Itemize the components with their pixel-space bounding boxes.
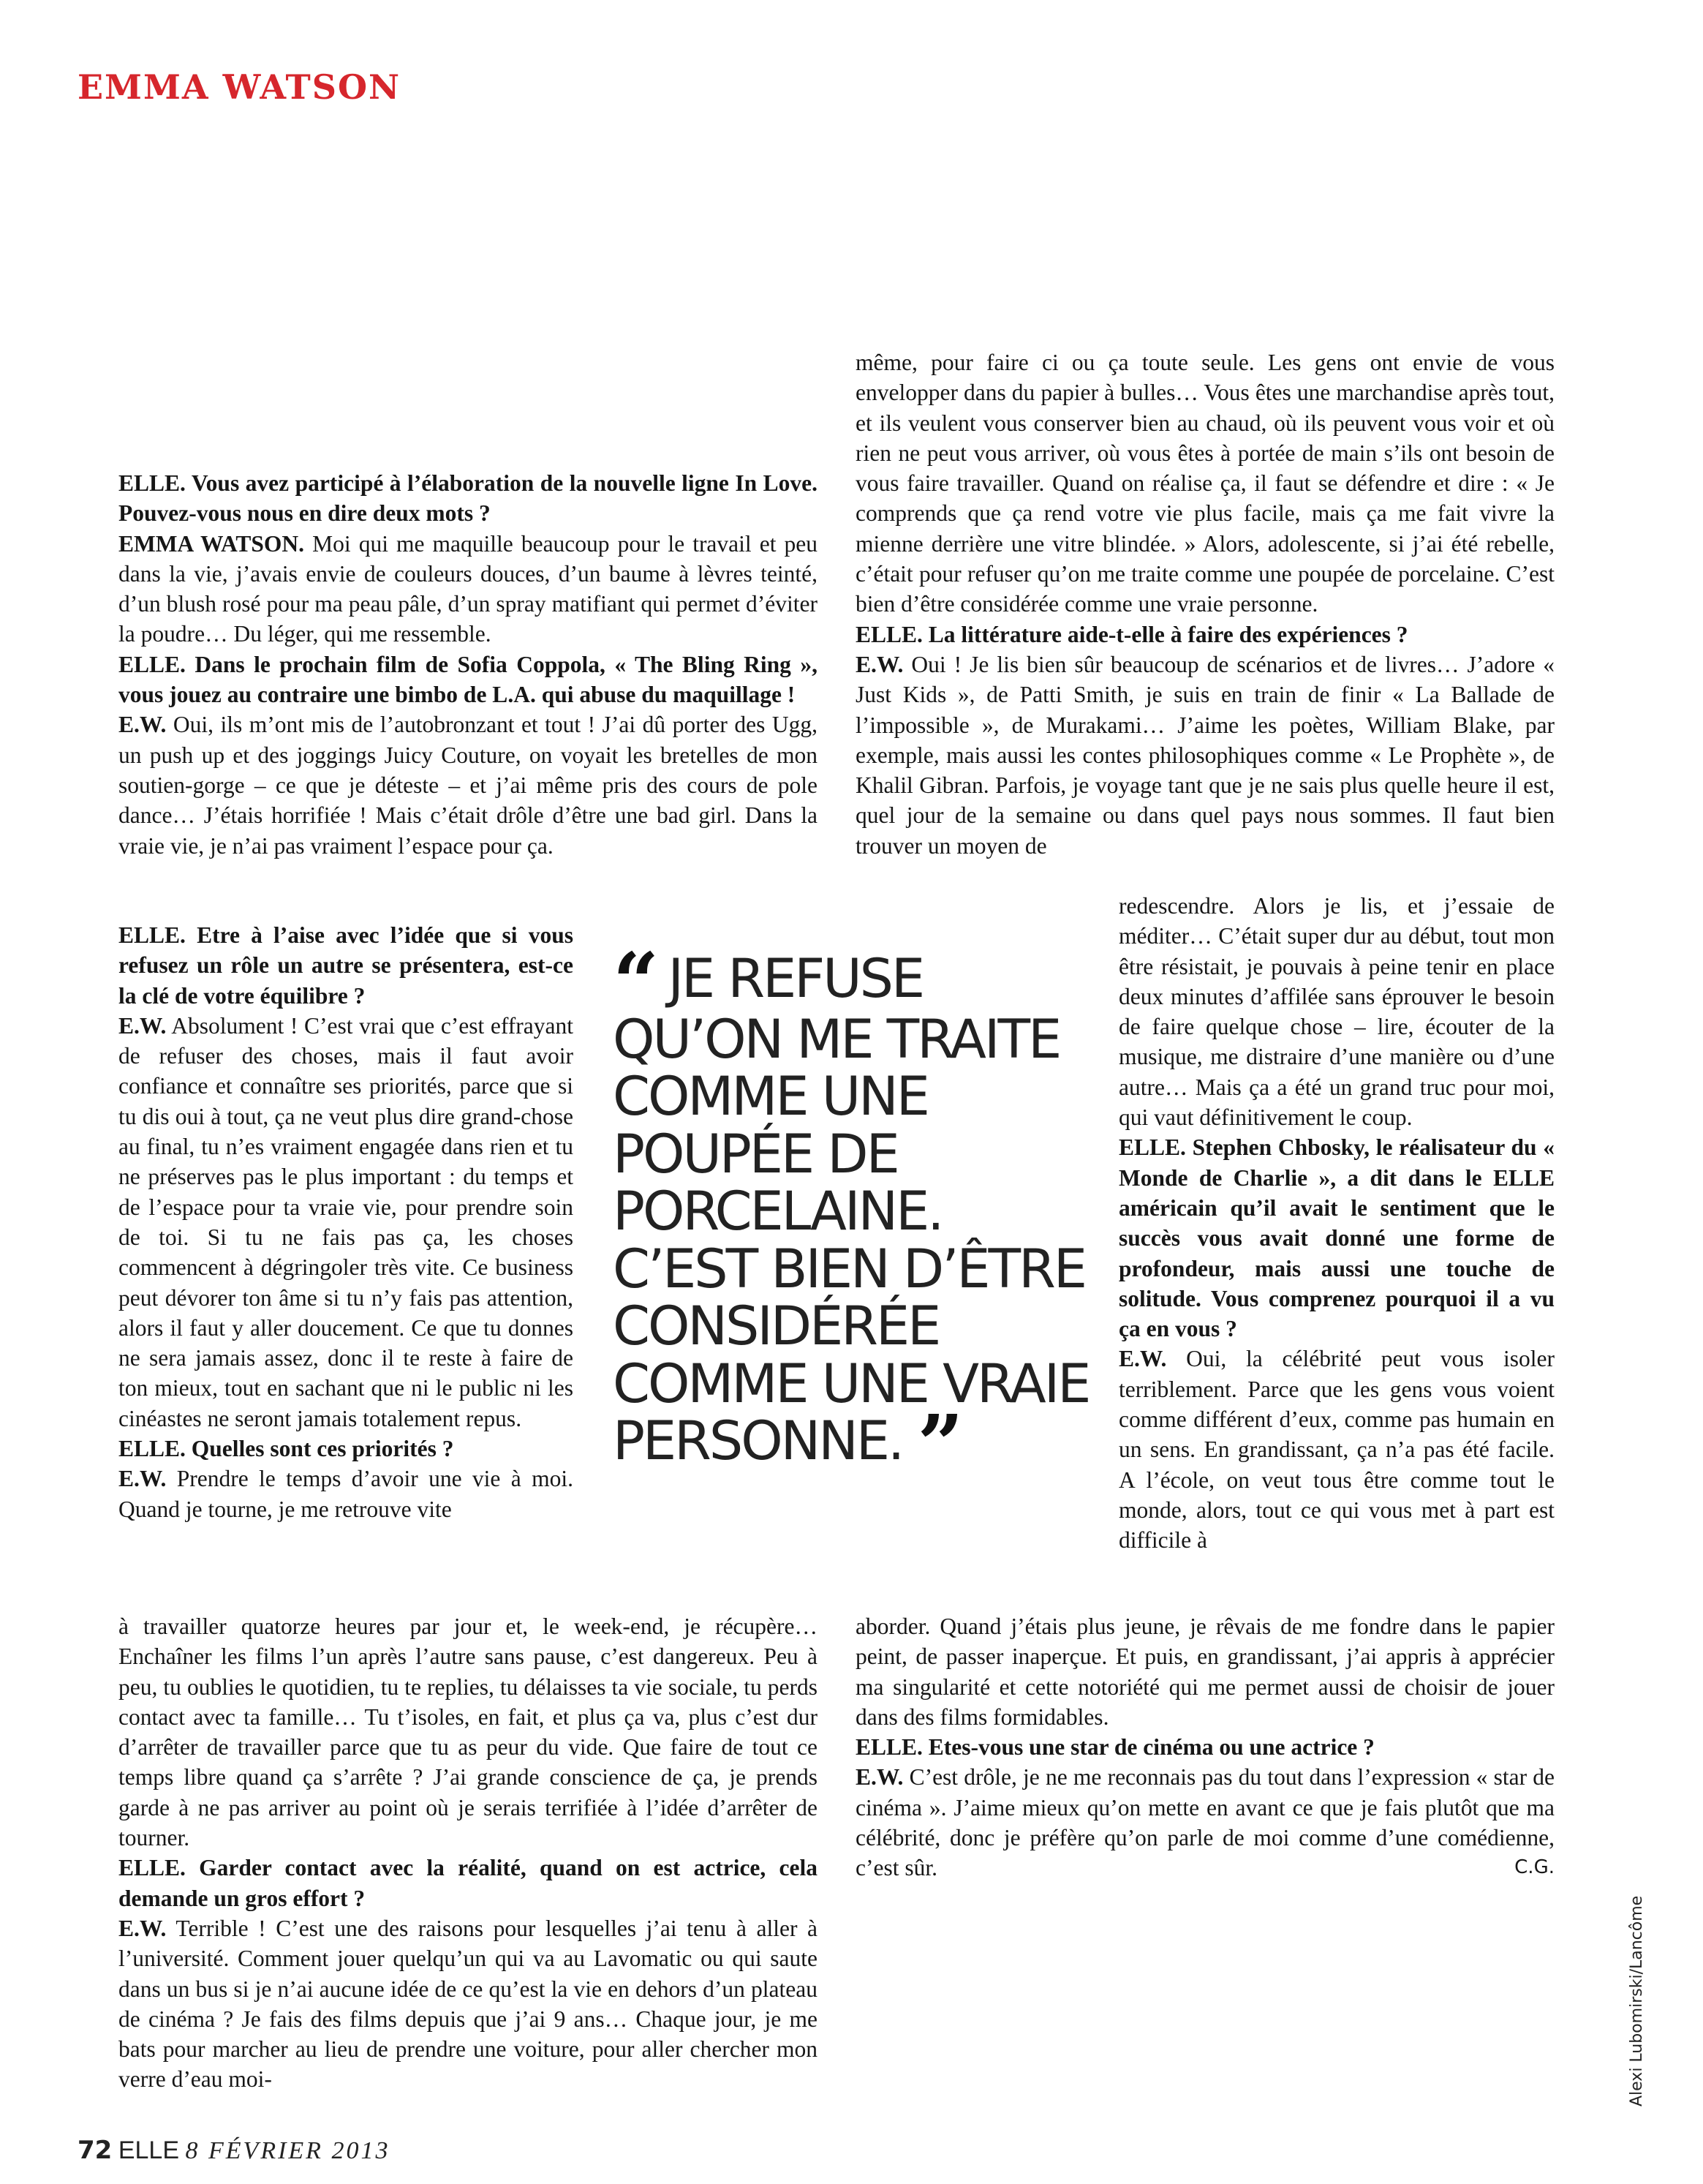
answer-paragraph (118, 529, 817, 649)
speaker-label: EMMA WATSON. (118, 530, 305, 557)
signature: C.G. (1514, 1856, 1555, 1878)
answer-paragraph (856, 347, 1555, 620)
answer-text: Oui ! Je lis bien sûr beaucoup de scénarios et de livres… J’adore « Just Kids », de Patti Smith, je suis en train de finir « La Ballade de l’impossible », de Murakami… J’aime les poètes, William Blake, par exemple, mais aussi les contes philosophiques comme « Le Prophète », de Khalil Gibran. Parfois, je voyage tant que je ne sais plus quelle heure il est, quel jour de la semaine ou dans quel pays nous sommes. Il faut bien trouver un moyen de (856, 651, 1555, 859)
question-paragraph (118, 920, 573, 1011)
column-1-bottom (118, 1611, 817, 2095)
column-2-middle (1119, 891, 1555, 1556)
question-paragraph (856, 620, 1555, 649)
close-quote-mark: ” (917, 1397, 958, 1491)
issue-date: 8 FÉVRIER 2013 (185, 2137, 390, 2164)
answer-text: Prendre le temps d’avoir une vie à moi. Quand je tourne, je me retrouve vite (118, 1466, 573, 1522)
speaker-label: E.W. (856, 1764, 904, 1790)
question-text: ELLE. La littérature aide-t-elle à faire des expériences ? (856, 621, 1408, 647)
answer-text: Moi qui me maquille beaucoup pour le travail et peu dans la vie, j’avais envie de couleurs douces, d’un baume à lèvres teinté, d’un blush rosé pour ma peau pâle, d’un spray matifiant qui permet d’éviter la poudre… Du léger, qui me ressemble. (118, 530, 817, 647)
question-text: ELLE. Garder contact avec la réalité, quand on est actrice, cela demande un gros effort ? (118, 1855, 817, 1911)
answer-paragraph (118, 1913, 817, 2095)
question-paragraph (118, 1434, 573, 1464)
column-2-bottom (856, 1611, 1555, 1883)
answer-text: même, pour faire ci ou ça toute seule. Les gens ont envie de vous envelopper dans du papier à bulles… Vous êtes une marchandise après tout, et ils veulent vous conserver bien au chaud, où ils peuvent vous voir et où rien ne peut vous arriver, où vous êtes à portée de main s’ils ont besoin de vous faire travailler. Quand on réalise ça, il faut se défendre et dire : « Je comprends que ça rend votre vie plus facile, mais ça me fait vivre la mienne derrière une vitre blindée. » Alors, adolescente, si j’ai été rebelle, c’était pour refuser qu’on me traite comme une poupée de porcelaine. C’est bien d’être considérée comme une vraie personne. (856, 350, 1555, 617)
question-paragraph (856, 1732, 1555, 1762)
answer-paragraph (1119, 1344, 1555, 1555)
page-footer (78, 2136, 390, 2165)
question-text: ELLE. Etre à l’aise avec l’idée que si vous refusez un rôle un autre se présentera, est-ce la clé de votre équilibre ? (118, 922, 573, 1009)
answer-paragraph (118, 709, 817, 860)
answer-text: Oui, ils m’ont mis de l’autobronzant et tout ! J’ai dû porter des Ugg, un push up et des joggings Juicy Couture, on voyait les bretelles de mon soutien-gorge – ce que je déteste – et j’ai même pris des cours de pole dance… J’étais horrifiée ! Mais c’était drôle d’être une bad girl. Dans la vraie vie, je n’ai pas vraiment l’espace pour ça. (118, 712, 817, 859)
answer-text: C’est drôle, je ne me reconnais pas du tout dans l’expression « star de cinéma ». J’aime mieux qu’on mette en avant ce que je fais plutôt que ma célébrité, donc je préfère qu’on parle de moi comme d’une comédienne, c’est sûr. (856, 1764, 1555, 1881)
answer-text: aborder. Quand j’étais plus jeune, je rêvais de me fondre dans le papier peint, de passer inaperçue. Et puis, en grandissant, j’ai appris à apprécier ma singularité et cette notoriété qui me permet aussi de choisir de jouer dans des films formidables. (856, 1613, 1555, 1730)
question-paragraph (1119, 1132, 1555, 1344)
answer-text: Oui, la célébrité peut vous isoler terriblement. Parce que les gens vous voient comme différent d’eux, comme pas humain en un sens. En grandissant, ça n’a pas été facile. A l’école, on veut tous être comme tout le monde, alors, tout ce qui vous met à part est difficile à (1119, 1346, 1555, 1554)
pull-quote (613, 935, 1095, 1491)
question-text: ELLE. Quelles sont ces priorités ? (118, 1436, 454, 1462)
column-1-middle (118, 920, 573, 1524)
magazine-name: ELLE (118, 2136, 180, 2164)
photo-credit: Alexi Lubomirski/Lancôme (1628, 1895, 1646, 2106)
answer-text: à travailler quatorze heures par jour et, le week-end, je récupère… Enchaîner les films l’un après l’autre sans pause, c’est dangereux. Peu à peu, tu oublies le quotidien, tu te replies, tu délaisses ta vie sociale, tu perds contact avec ta famille… Tu t’isoles, en fait, et plus ça va, plus c’est dur d’arrêter de travailler parce que tu as peur du vide. Que faire de tout ce temps libre quand ça s’arrête ? J’ai grande conscience de ça, je prends garde à ne pas arriver au point où je serais terrifiée à l’idée d’arrêter de tourner. (118, 1613, 817, 1851)
open-quote-mark: “ (613, 935, 654, 1029)
answer-paragraph (856, 649, 1555, 861)
speaker-label: E.W. (1119, 1346, 1167, 1372)
page-number: 72 (78, 2136, 113, 2165)
pull-quote-text: JE REFUSE QU’ON ME TRAITE COMME UNE POUPÉE DE PORCELAINE. C’EST BIEN D’ÊTRE CONSIDÉRÉE COMME UNE VRAIE PERSONNE. (613, 948, 1090, 1472)
answer-paragraph (1119, 891, 1555, 1132)
question-text: ELLE. Vous avez participé à l’élaboration de la nouvelle ligne In Love. Pouvez-vous nous en dire deux mots ? (118, 470, 817, 527)
answer-text: Absolument ! C’est vrai que c’est effrayant de refuser des choses, mais il faut avoir confiance et connaître ses priorités, parce que si tu dis oui à tout, ça ne veut plus dire grand-chose au final, tu n’es vraiment engagée dans rien et tu ne préserves pas le plus important : du temps et de l’espace pour ta vraie vie, pour prendre soin de toi. Si tu ne fais pas ça, les choses commencent à dégringoler très vite. Ce business peut dévorer ton âme si tu n’y fais pas attention, alors il faut y aller doucement. Ce que tu donnes ne sera jamais assez, donc il te reste à faire de ton mieux, tout en sachant que ni le public ni les cinéastes ne seront jamais totalement repus. (118, 1012, 573, 1431)
question-text: ELLE. Stephen Chbosky, le réalisateur du « Monde de Charlie », a dit dans le ELLE américain qu’il avait le sentiment que le succès vous avait donné une forme de profondeur, mais aussi une touche de solitude. Vous comprenez pourquoi il a vu ça en vous ? (1119, 1134, 1555, 1342)
speaker-label: E.W. (118, 1466, 167, 1492)
column-2-top (856, 347, 1555, 861)
column-1-top (118, 468, 817, 861)
answer-text: Terrible ! C’est une des raisons pour lesquelles j’ai tenu à aller à l’université. Comment jouer quelqu’un qui va au Lavomatic ou qui saute dans un bus si je n’ai aucune idée de ce qu’est la vie en dehors d’un plateau de cinéma ? Je fais des films depuis que j’ai 9 ans… Chaque jour, je me bats pour marcher au lieu de prendre une voiture, pour aller chercher mon verre d’eau moi- (118, 1915, 817, 2093)
question-paragraph (118, 649, 817, 710)
question-paragraph (118, 1853, 817, 1913)
answer-paragraph (118, 1464, 573, 1524)
article-header: EMMA WATSON (78, 67, 401, 107)
question-paragraph (118, 468, 817, 529)
speaker-label: E.W. (118, 1915, 167, 1941)
answer-paragraph (856, 1611, 1555, 1732)
question-text: ELLE. Etes-vous une star de cinéma ou une actrice ? (856, 1734, 1375, 1761)
speaker-label: E.W. (856, 651, 904, 677)
speaker-label: E.W. (118, 1012, 167, 1039)
answer-paragraph (118, 1611, 817, 1853)
answer-paragraph (856, 1762, 1555, 1883)
question-text: ELLE. Dans le prochain film de Sofia Coppola, « The Bling Ring », vous jouez au contraire une bimbo de L.A. qui abuse du maquillage ! (118, 651, 817, 708)
answer-text: redescendre. Alors je lis, et j’essaie de méditer… C’était super dur au début, tout mon être résistait, je pouvais à peine tenir en place deux minutes d’affilée sans éprouver le besoin de faire quelque chose – lire, écouter de la musique, me distraire d’une manière ou d’une autre… Mais ça a été un grand truc pour moi, qui vaut définitivement le coup. (1119, 893, 1555, 1131)
answer-paragraph (118, 1011, 573, 1434)
speaker-label: E.W. (118, 712, 167, 738)
